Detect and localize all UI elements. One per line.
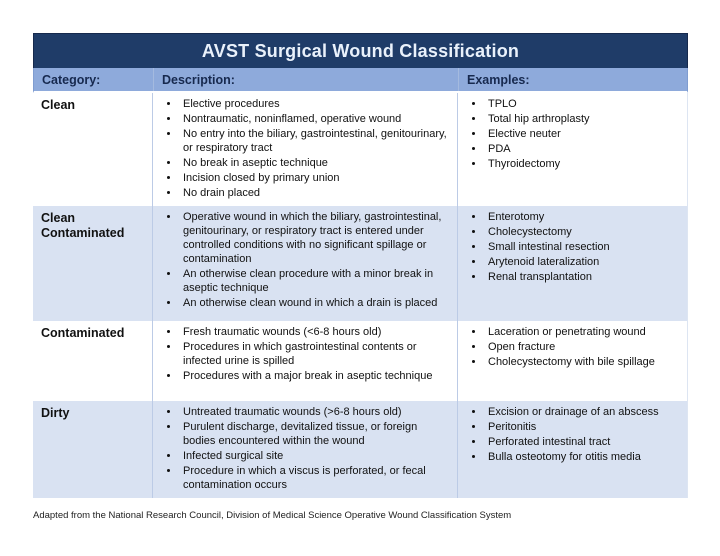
bullet-item: • An otherwise clean wound in which a drain is placed <box>180 297 451 311</box>
column-header-description: Description: <box>153 68 458 91</box>
examples-list <box>458 98 682 172</box>
description-list <box>153 326 451 384</box>
bullet-item: • No break in aseptic technique <box>180 157 451 171</box>
table-body <box>33 93 688 498</box>
examples-list <box>458 326 682 370</box>
bullet-item: • Untreated traumatic wounds (>6-8 hours old) <box>180 406 451 420</box>
bullet-item: • Enterotomy <box>485 211 682 225</box>
bullet-item: • PDA <box>485 143 682 157</box>
bullet-item: • Infected surgical site <box>180 450 451 464</box>
bullet-item: • Arytenoid lateralization <box>485 256 682 270</box>
examples-cell <box>457 93 688 206</box>
bullet-item: • Operative wound in which the biliary, gastrointestinal, genitourinary, or respiratory tract is entered under controlled conditions with no significant spillage or contamination <box>180 211 451 267</box>
bullet-item: • Small intestinal resection <box>485 241 682 255</box>
description-list <box>153 406 451 493</box>
examples-cell <box>457 321 688 401</box>
classification-table <box>33 33 688 498</box>
category-cell: Clean <box>41 98 76 112</box>
table-row <box>33 93 687 206</box>
examples-list <box>458 406 682 465</box>
bullet-item: • Open fracture <box>485 341 682 355</box>
bullet-item: • Peritonitis <box>485 421 682 435</box>
bullet-item: • Perforated intestinal tract <box>485 436 682 450</box>
bullet-item: • Laceration or penetrating wound <box>485 326 682 340</box>
bullet-item: • Incision closed by primary union <box>180 172 451 186</box>
table-row <box>33 401 687 498</box>
category-cell: Contaminated <box>41 325 125 340</box>
bullet-item: • An otherwise clean procedure with a minor break in aseptic technique <box>180 268 451 296</box>
bullet-item: • No entry into the biliary, gastrointestinal, genitourinary, or respiratory tract <box>180 128 451 156</box>
bullet-item: • Total hip arthroplasty <box>485 113 682 127</box>
bullet-item: • Procedures with a major break in aseptic technique <box>180 370 451 384</box>
bullet-item: • Cholecystectomy <box>485 226 682 240</box>
bullet-item: • Cholecystectomy with bile spillage <box>485 356 682 370</box>
table-row <box>33 321 687 401</box>
bullet-item: • Elective procedures <box>180 98 451 112</box>
table-title: AVST Surgical Wound Classification <box>33 33 688 68</box>
examples-cell <box>457 401 688 498</box>
bullet-item: • Bulla osteotomy for otitis media <box>485 451 682 465</box>
source-attribution: Adapted from the National Research Council, Division of Medical Science Operative Wound Classification System <box>33 510 512 521</box>
bullet-item: • No drain placed <box>180 187 451 201</box>
bullet-item: • Thyroidectomy <box>485 158 682 172</box>
category-cell: Clean Contaminated <box>41 210 125 241</box>
bullet-item: • Nontraumatic, noninflamed, operative wound <box>180 113 451 127</box>
bullet-item: • Purulent discharge, devitalized tissue, or foreign bodies encountered within the wound <box>180 421 451 449</box>
description-list <box>153 211 451 311</box>
bullet-item: • Excision or drainage of an abscess <box>485 406 682 420</box>
column-header-category: Category: <box>42 73 101 87</box>
description-cell <box>152 206 457 321</box>
column-header-examples: Examples: <box>458 68 689 91</box>
bullet-item: • Fresh traumatic wounds (<6-8 hours old) <box>180 326 451 340</box>
description-cell <box>152 93 457 206</box>
table-row <box>33 206 687 321</box>
examples-list <box>458 211 682 285</box>
description-cell <box>152 401 457 498</box>
bullet-item: • Elective neuter <box>485 128 682 142</box>
bullet-item: • TPLO <box>485 98 682 112</box>
description-cell <box>152 321 457 401</box>
bullet-item: • Renal transplantation <box>485 271 682 285</box>
bullet-item: • Procedures in which gastrointestinal contents or infected urine is spilled <box>180 341 451 369</box>
table-header-row <box>33 68 688 93</box>
examples-cell <box>457 206 688 321</box>
description-list <box>153 98 451 201</box>
category-cell: Dirty <box>41 405 70 420</box>
bullet-item: • Procedure in which a viscus is perforated, or fecal contamination occurs <box>180 465 451 493</box>
